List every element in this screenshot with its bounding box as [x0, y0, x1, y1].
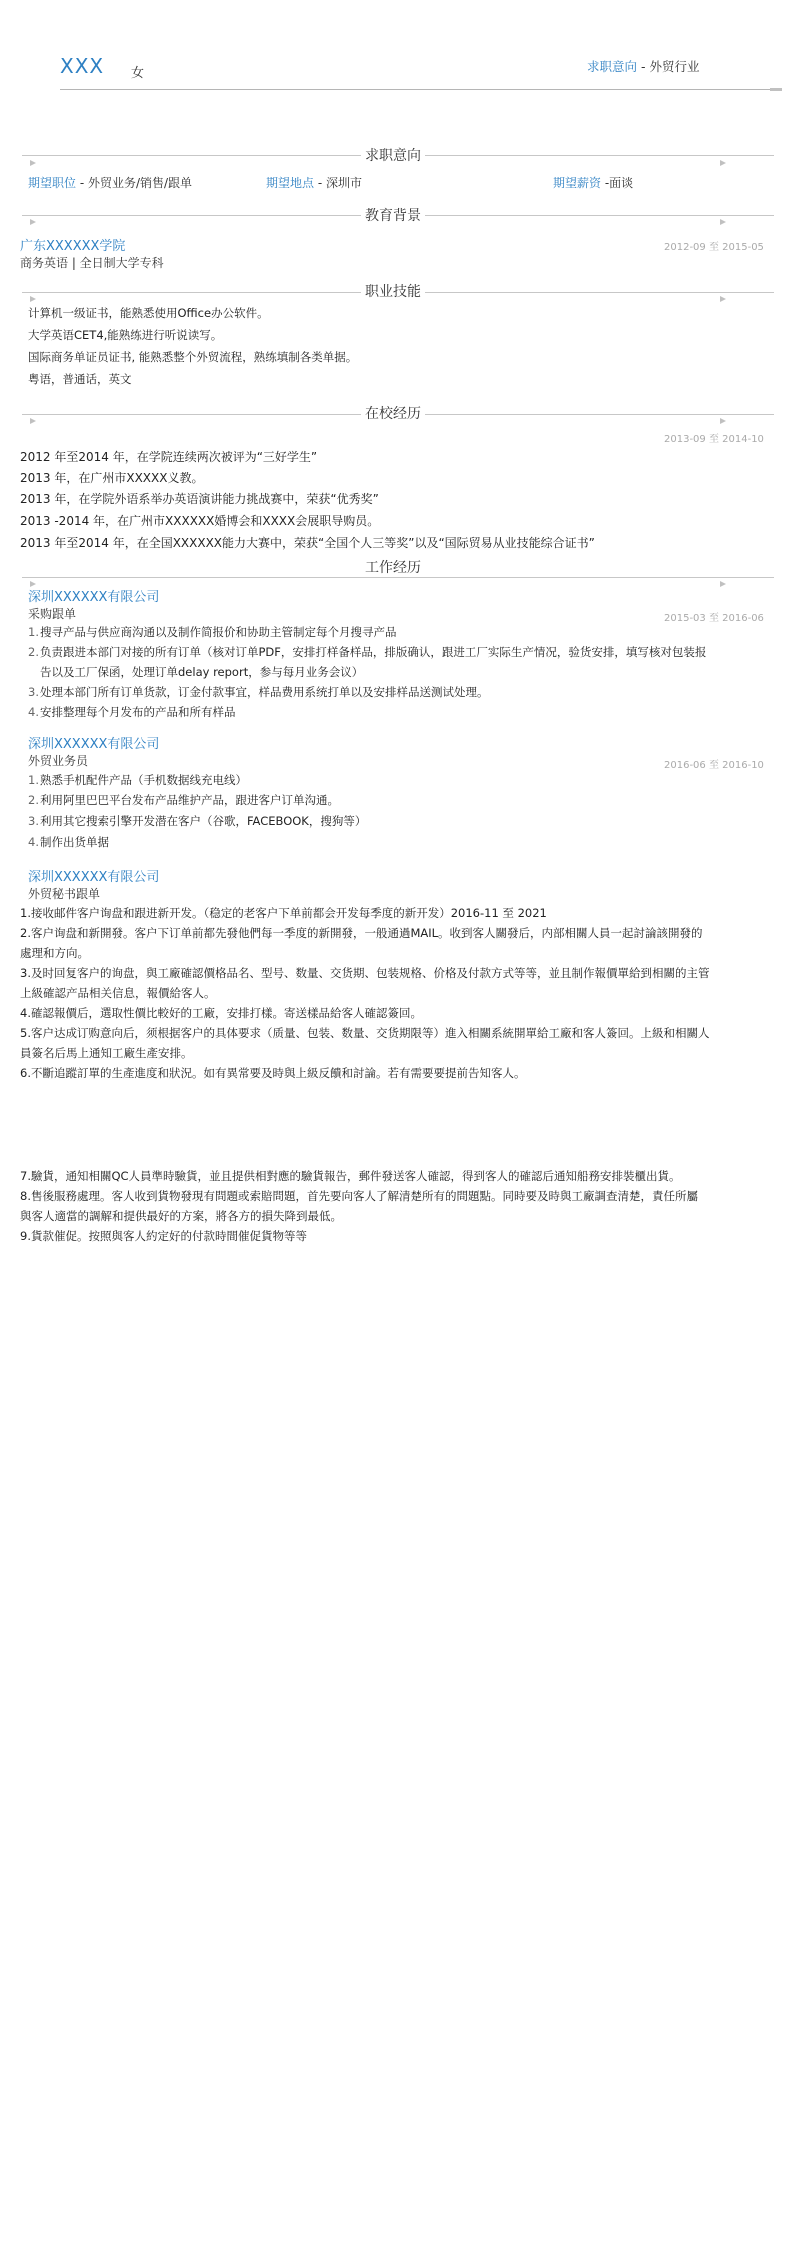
job-duty — [28, 772, 247, 788]
duty-number: 4. — [28, 705, 39, 719]
header-intent-label: 求职意向 — [587, 59, 638, 74]
candidate-name: XXX — [60, 54, 105, 78]
header-intent-sep: - — [637, 59, 650, 74]
duty-number: 1. — [28, 773, 39, 787]
skill-item: 计算机一级证书，能熟悉使用Office办公软件。 — [28, 306, 269, 320]
education-date: 2012-09 至 2015-05 — [664, 242, 764, 253]
job-duty — [28, 834, 109, 850]
job-company: 深圳XXXXXX有限公司 — [28, 870, 160, 885]
job-company: 深圳XXXXXX有限公司 — [28, 737, 160, 752]
job-duty — [28, 792, 339, 808]
job-duty — [28, 684, 489, 700]
job-duty — [28, 644, 706, 660]
intent-position-label: 期望职位 — [28, 176, 77, 190]
job-duty — [28, 624, 397, 640]
intent-salary — [553, 174, 633, 191]
campus-item: 2013 -2014 年，在广州市XXXXXX婚博会和XXXX会展职导购员。 — [20, 514, 380, 528]
header-divider — [60, 89, 782, 90]
section-arrow — [720, 581, 726, 587]
section-divider — [22, 577, 774, 578]
header-intent-value: 外贸行业 — [649, 59, 700, 74]
section-arrow — [720, 418, 726, 424]
section-arrow — [720, 296, 726, 302]
intent-location-value: - 深圳市 — [314, 176, 362, 190]
campus-item: 2013 年至2014 年，在全国XXXXXX能力大赛中，荣获“全国个人三等奖”以及“国际贸易从业技能综合证书” — [20, 536, 595, 550]
job-company: 深圳XXXXXX有限公司 — [28, 590, 160, 605]
intent-position — [28, 174, 192, 191]
duty-text: 熟悉手机配件产品（手机数据线充电线） — [40, 773, 247, 787]
section-arrow — [720, 160, 726, 166]
duty-number: 3. — [28, 685, 39, 699]
duty-text: 利用阿里巴巴平台发布产品维护产品，跟进客户订单沟通。 — [40, 793, 339, 807]
job-duty: 4.確認報價后，選取性價比較好的工廠，安排打樣。寄送樣品給客人確認簽回。 — [20, 1006, 422, 1020]
job-duty-continued: 告以及工厂保函，处理订单delay report，参与每月业务会议） — [40, 665, 364, 679]
header-divider-end — [770, 88, 782, 91]
section-arrow — [30, 418, 36, 424]
section-arrow — [720, 219, 726, 225]
job-duty: 8.售後服務處理。客人收到貨物發現有問題或索賠問題，首先要向客人了解清楚所有的問題點。同時要及時與工廠調查清楚，責任所屬 — [20, 1189, 698, 1203]
section-arrow — [30, 160, 36, 166]
campus-item: 2012 年至2014 年，在学院连续两次被评为“三好学生” — [20, 450, 318, 464]
skill-item: 粤语，普通话，英文 — [28, 372, 132, 386]
skill-item: 大学英语CET4,能熟练进行听说读写。 — [28, 328, 223, 342]
intent-location — [266, 174, 362, 191]
job-duty: 3.及时回复客户的询盘，與工廠確認價格品名、型号、数量、交货期、包装规格、价格及付款方式等等，並且制作報價單給到相關的主管 — [20, 966, 710, 980]
duty-number: 3. — [28, 814, 39, 828]
intent-salary-label: 期望薪资 — [553, 176, 602, 190]
job-duty: 1.接收邮件客户询盘和跟进新开发。（稳定的老客户下单前都会开发每季度的新开发）2016-11 至 2021 — [20, 906, 547, 920]
section-title-skills: 职业技能 — [361, 281, 425, 301]
intent-salary-value: -面谈 — [601, 176, 634, 190]
candidate-gender: 女 — [131, 66, 145, 81]
duty-number: 2. — [28, 645, 39, 659]
job-duty — [28, 704, 236, 720]
duty-number: 1. — [28, 625, 39, 639]
section-title-work: 工作经历 — [361, 557, 425, 577]
job-duty: 6.不斷追蹤訂單的生產進度和狀況。如有異常要及時與上級反饋和討論。若有需要要提前告知客人。 — [20, 1066, 526, 1080]
section-title-intent: 求职意向 — [361, 145, 425, 165]
job-title: 外贸秘书跟单 — [28, 887, 101, 901]
job-date: 2016-06 至 2016-10 — [664, 760, 764, 771]
section-title-campus: 在校经历 — [361, 403, 425, 423]
job-duty: 2.客户询盘和新開發。客户下订单前都先發他們每一季度的新開發，一般通過MAIL。收到客人關發后，内部相關人員一起討論該開發的 — [20, 926, 703, 940]
job-duty: 處理和方向。 — [20, 946, 89, 960]
job-duty: 上級確認产品相关信息，報價給客人。 — [20, 986, 216, 1000]
skill-item: 国际商务单证员证书, 能熟悉整个外贸流程，熟练填制各类单据。 — [28, 350, 358, 364]
intent-location-label: 期望地点 — [266, 176, 315, 190]
campus-item: 2013 年，在广州市XXXXX义教。 — [20, 471, 204, 485]
education-major: 商务英语 | 全日制大学专科 — [20, 256, 164, 270]
job-duty: 5.客户达成订购意向后，须根据客户的具体要求（质量、包装、数量、交货期限等）進入相關系統開單給工廠和客人簽回。上級和相關人 — [20, 1026, 710, 1040]
job-title: 采购跟单 — [28, 607, 77, 621]
job-duty — [28, 813, 366, 829]
duty-text: 利用其它搜索引擎开发潜在客户（谷歌，FACEBOOK，搜狗等） — [40, 814, 367, 828]
campus-date: 2013-09 至 2014-10 — [664, 434, 764, 445]
education-school: 广东XXXXXX学院 — [20, 239, 126, 254]
duty-text: 处理本部门所有订单货款，订金付款事宜，样品费用系统打单以及安排样品送测试处理。 — [40, 685, 489, 699]
campus-item: 2013 年，在学院外语系举办英语演讲能力挑战赛中，荣获“优秀奖” — [20, 492, 379, 506]
duty-text: 安排整理每个月发布的产品和所有样品 — [40, 705, 236, 719]
duty-number: 4. — [28, 835, 39, 849]
job-duty: 7.驗貨，通知相關QC人員準時驗貨，並且提供相對應的驗貨報告，郵件發送客人確認，得到客人的確認后通知船務安排裝櫃出貨。 — [20, 1169, 681, 1183]
duty-text: 搜寻产品与供应商沟通以及制作简报价和协助主管制定每个月搜寻产品 — [40, 625, 397, 639]
job-duty: 與客人適當的調解和提供最好的方案，將各方的損失降到最低。 — [20, 1209, 342, 1223]
job-duty: 員簽名后馬上通知工廠生產安排。 — [20, 1046, 193, 1060]
job-title: 外贸业务员 — [28, 754, 89, 768]
duty-number: 2. — [28, 793, 39, 807]
section-arrow — [30, 219, 36, 225]
section-arrow — [30, 296, 36, 302]
job-date: 2015-03 至 2016-06 — [664, 613, 764, 624]
section-title-education: 教育背景 — [361, 205, 425, 225]
header-intent — [587, 57, 700, 75]
job-duty: 9.貨款催促。按照與客人約定好的付款時間催促貨物等等 — [20, 1229, 307, 1243]
intent-position-value: - 外贸业务/销售/跟单 — [76, 176, 193, 190]
duty-text: 制作出货单据 — [40, 835, 109, 849]
duty-text: 负责跟进本部门对接的所有订单（核对订单PDF，安排打样备样品，排版确认，跟进工厂实际生产情况，验货安排，填写核对包装报 — [40, 645, 707, 659]
